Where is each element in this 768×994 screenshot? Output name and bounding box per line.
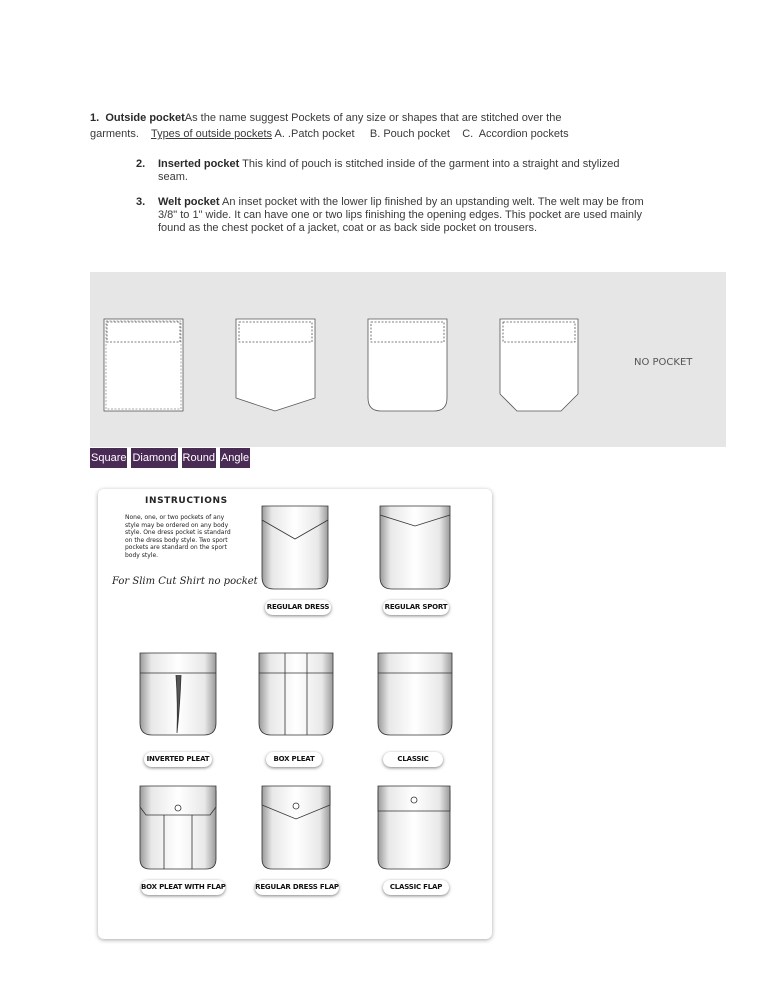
box-pleat-pocket-icon (259, 653, 333, 735)
section-1-title: Outside pocket (105, 112, 185, 124)
label-regular-dress: REGULAR DRESS (265, 600, 331, 615)
instructions-title: INSTRUCTIONS (145, 496, 228, 506)
diamond-button[interactable]: Diamond (131, 448, 177, 468)
regular-dress-flap-pocket-icon (262, 786, 330, 869)
label-classic-flap: CLASSIC FLAP (383, 880, 449, 895)
slim-cut-note: For Slim Cut Shirt no pocket (112, 576, 258, 587)
section-3-number: 3. (136, 196, 146, 208)
section-2-number: 2. (136, 158, 146, 170)
round-button[interactable]: Round (182, 448, 216, 468)
no-pocket-label: NO POCKET (634, 357, 693, 368)
label-box-pleat-with-flap: BOX PLEAT WITH FLAP (141, 880, 225, 895)
label-regular-sport: REGULAR SPORT (383, 600, 449, 615)
angle-button[interactable]: Angle (220, 448, 250, 468)
label-inverted-pleat: INVERTED PLEAT (144, 752, 212, 767)
label-regular-dress-flap: REGULAR DRESS FLAP (255, 880, 339, 895)
label-classic: CLASSIC (383, 752, 443, 767)
types-of-outside-pockets-link[interactable]: Types of outside pockets (150, 128, 273, 140)
round-pocket-icon (368, 319, 447, 411)
label-box-pleat: BOX PLEAT (266, 752, 322, 767)
section-3-title: Welt pocket (158, 196, 220, 208)
square-button[interactable]: Square (90, 448, 127, 468)
section-3-text: An inset pocket with the lower lip finished by an upstanding welt. The welt may be from 3/8" to 1" wide. It can have one or two lips finishing the opening edges. This pocket are used mainly found as the chest pocket of a jacket, coat or as back side pocket on trousers. (158, 196, 644, 234)
angle-pocket-icon (500, 319, 578, 411)
instructions-text: None, one, or two pockets of any style may be ordered on any body style. One dress pocket is standard on the dress body style. Two sport pockets are standard on the sport body style. (125, 514, 231, 559)
pocket-shape-buttons (90, 448, 250, 468)
square-pocket-icon (104, 319, 183, 411)
classic-flap-pocket-icon (378, 786, 450, 869)
section-1-text: As the name suggest Pockets of any size or shapes that are stitched over the (184, 112, 562, 124)
regular-sport-pocket-icon (380, 506, 450, 589)
types-list: A. .Patch pocket B. Pouch pocket C. Accordion pockets (274, 128, 569, 140)
box-pleat-with-flap-pocket-icon (140, 786, 216, 869)
section-2-text: This kind of pouch is stitched inside of the garment into a straight and stylized seam. (158, 158, 620, 183)
section-2-title: Inserted pocket (158, 158, 240, 170)
classic-pocket-icon (378, 653, 452, 735)
section-1-number: 1. (90, 112, 100, 124)
pocket-illustrations (98, 489, 492, 939)
inverted-pleat-pocket-icon (140, 653, 216, 735)
diamond-pocket-icon (236, 319, 315, 411)
regular-dress-pocket-icon (262, 506, 328, 589)
section-1-line2: garments. (90, 128, 139, 140)
pocket-style-chart (98, 489, 492, 939)
